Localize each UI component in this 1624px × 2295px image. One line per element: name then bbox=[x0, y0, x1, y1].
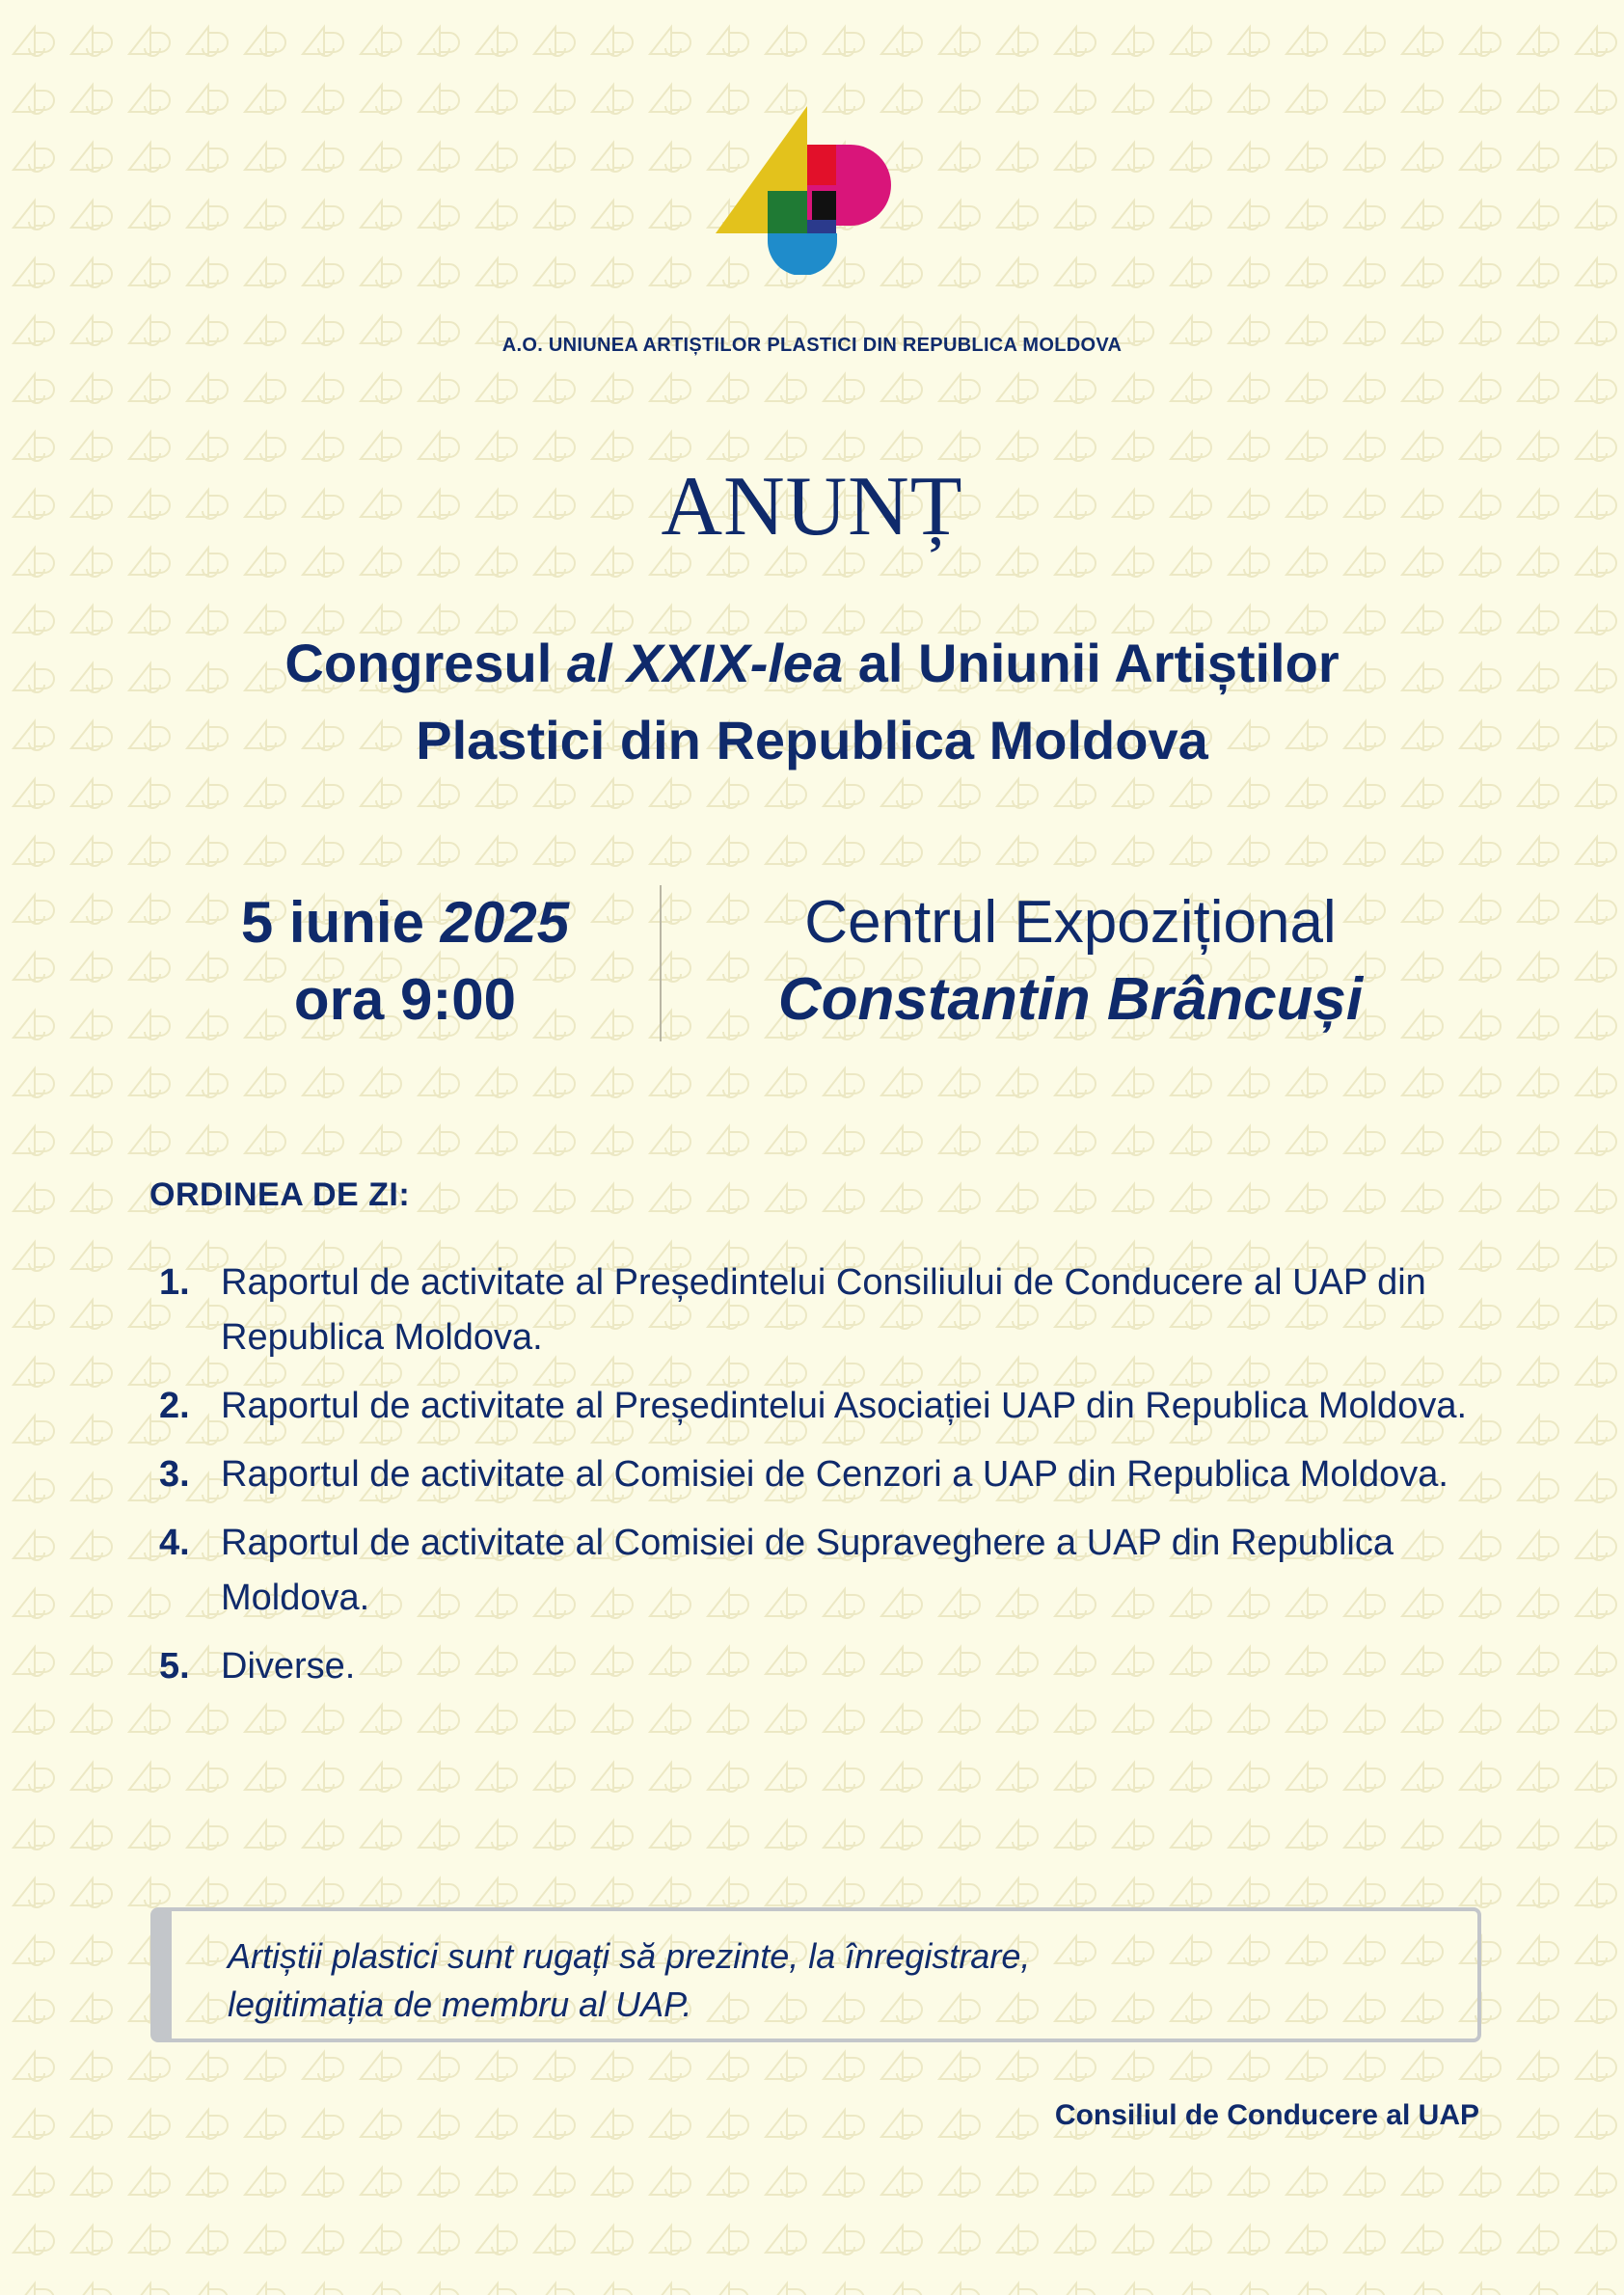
agenda-item-text: Raportul de activitate al Comisiei de Cenzori a UAP din Republica Moldova. bbox=[221, 1454, 1448, 1495]
event-venue bbox=[694, 884, 1447, 1039]
subtitle-part1: Congresul bbox=[284, 633, 567, 693]
notice-accent-bar bbox=[154, 1911, 172, 2038]
notice-line1: Artiștii plastici sunt rugați să prezinte, la înregistrare, bbox=[228, 1936, 1031, 1976]
agenda-item-number: 2. bbox=[159, 1386, 190, 1426]
agenda-list bbox=[159, 1256, 1509, 1694]
event-date-year: 2025 bbox=[440, 890, 570, 955]
organization-name: A.O. UNIUNEA ARTIȘTILOR PLASTICI DIN REPUBLICA MOLDOVA bbox=[501, 335, 1123, 356]
agenda-item-number: 3. bbox=[159, 1454, 190, 1495]
notice-text bbox=[228, 1932, 1433, 2029]
agenda-item-number: 5. bbox=[159, 1646, 190, 1687]
venue-line2: Constantin Brâncuși bbox=[777, 966, 1364, 1033]
membership-notice-box bbox=[150, 1907, 1481, 2042]
agenda-item bbox=[159, 1256, 1509, 1365]
event-date-time bbox=[174, 884, 636, 1039]
agenda-item bbox=[159, 1447, 1509, 1502]
notice-line2: legitimația de membru al UAP. bbox=[228, 1984, 692, 2024]
agenda-item-number: 1. bbox=[159, 1262, 190, 1303]
event-subtitle bbox=[116, 625, 1508, 779]
agenda-item-text: Raportul de activitate al Comisiei de Supraveghere a UAP din Republica Moldova. bbox=[221, 1523, 1394, 1618]
agenda-item-text: Raportul de activitate al Președintelui Consiliului de Conducere al UAP din Republica Moldova. bbox=[221, 1262, 1426, 1358]
agenda-item-text: Raportul de activitate al Președintelui Asociației UAP din Republica Moldova. bbox=[221, 1386, 1468, 1426]
agenda-heading: ORDINEA DE ZI: bbox=[149, 1176, 411, 1213]
subtitle-congress-number: al XXIX-lea bbox=[566, 633, 844, 693]
agenda-item bbox=[159, 1516, 1509, 1626]
page-title: ANUNȚ bbox=[661, 460, 963, 554]
uap-logo bbox=[716, 106, 908, 275]
agenda-item-text: Diverse. bbox=[221, 1646, 356, 1687]
venue-line1: Centrul Expozițional bbox=[804, 889, 1337, 956]
agenda-item bbox=[159, 1379, 1509, 1434]
subtitle-part3: al Uniunii Artiștilor bbox=[843, 633, 1340, 693]
event-date-day: 5 iunie bbox=[240, 890, 441, 955]
agenda-item bbox=[159, 1639, 1509, 1694]
agenda-item-number: 4. bbox=[159, 1523, 190, 1563]
subtitle-line2: Plastici din Republica Moldova bbox=[416, 710, 1208, 770]
signature: Consiliul de Conducere al UAP bbox=[1054, 2099, 1479, 2131]
vertical-divider bbox=[660, 885, 662, 1041]
event-time: ora 9:00 bbox=[293, 967, 517, 1032]
